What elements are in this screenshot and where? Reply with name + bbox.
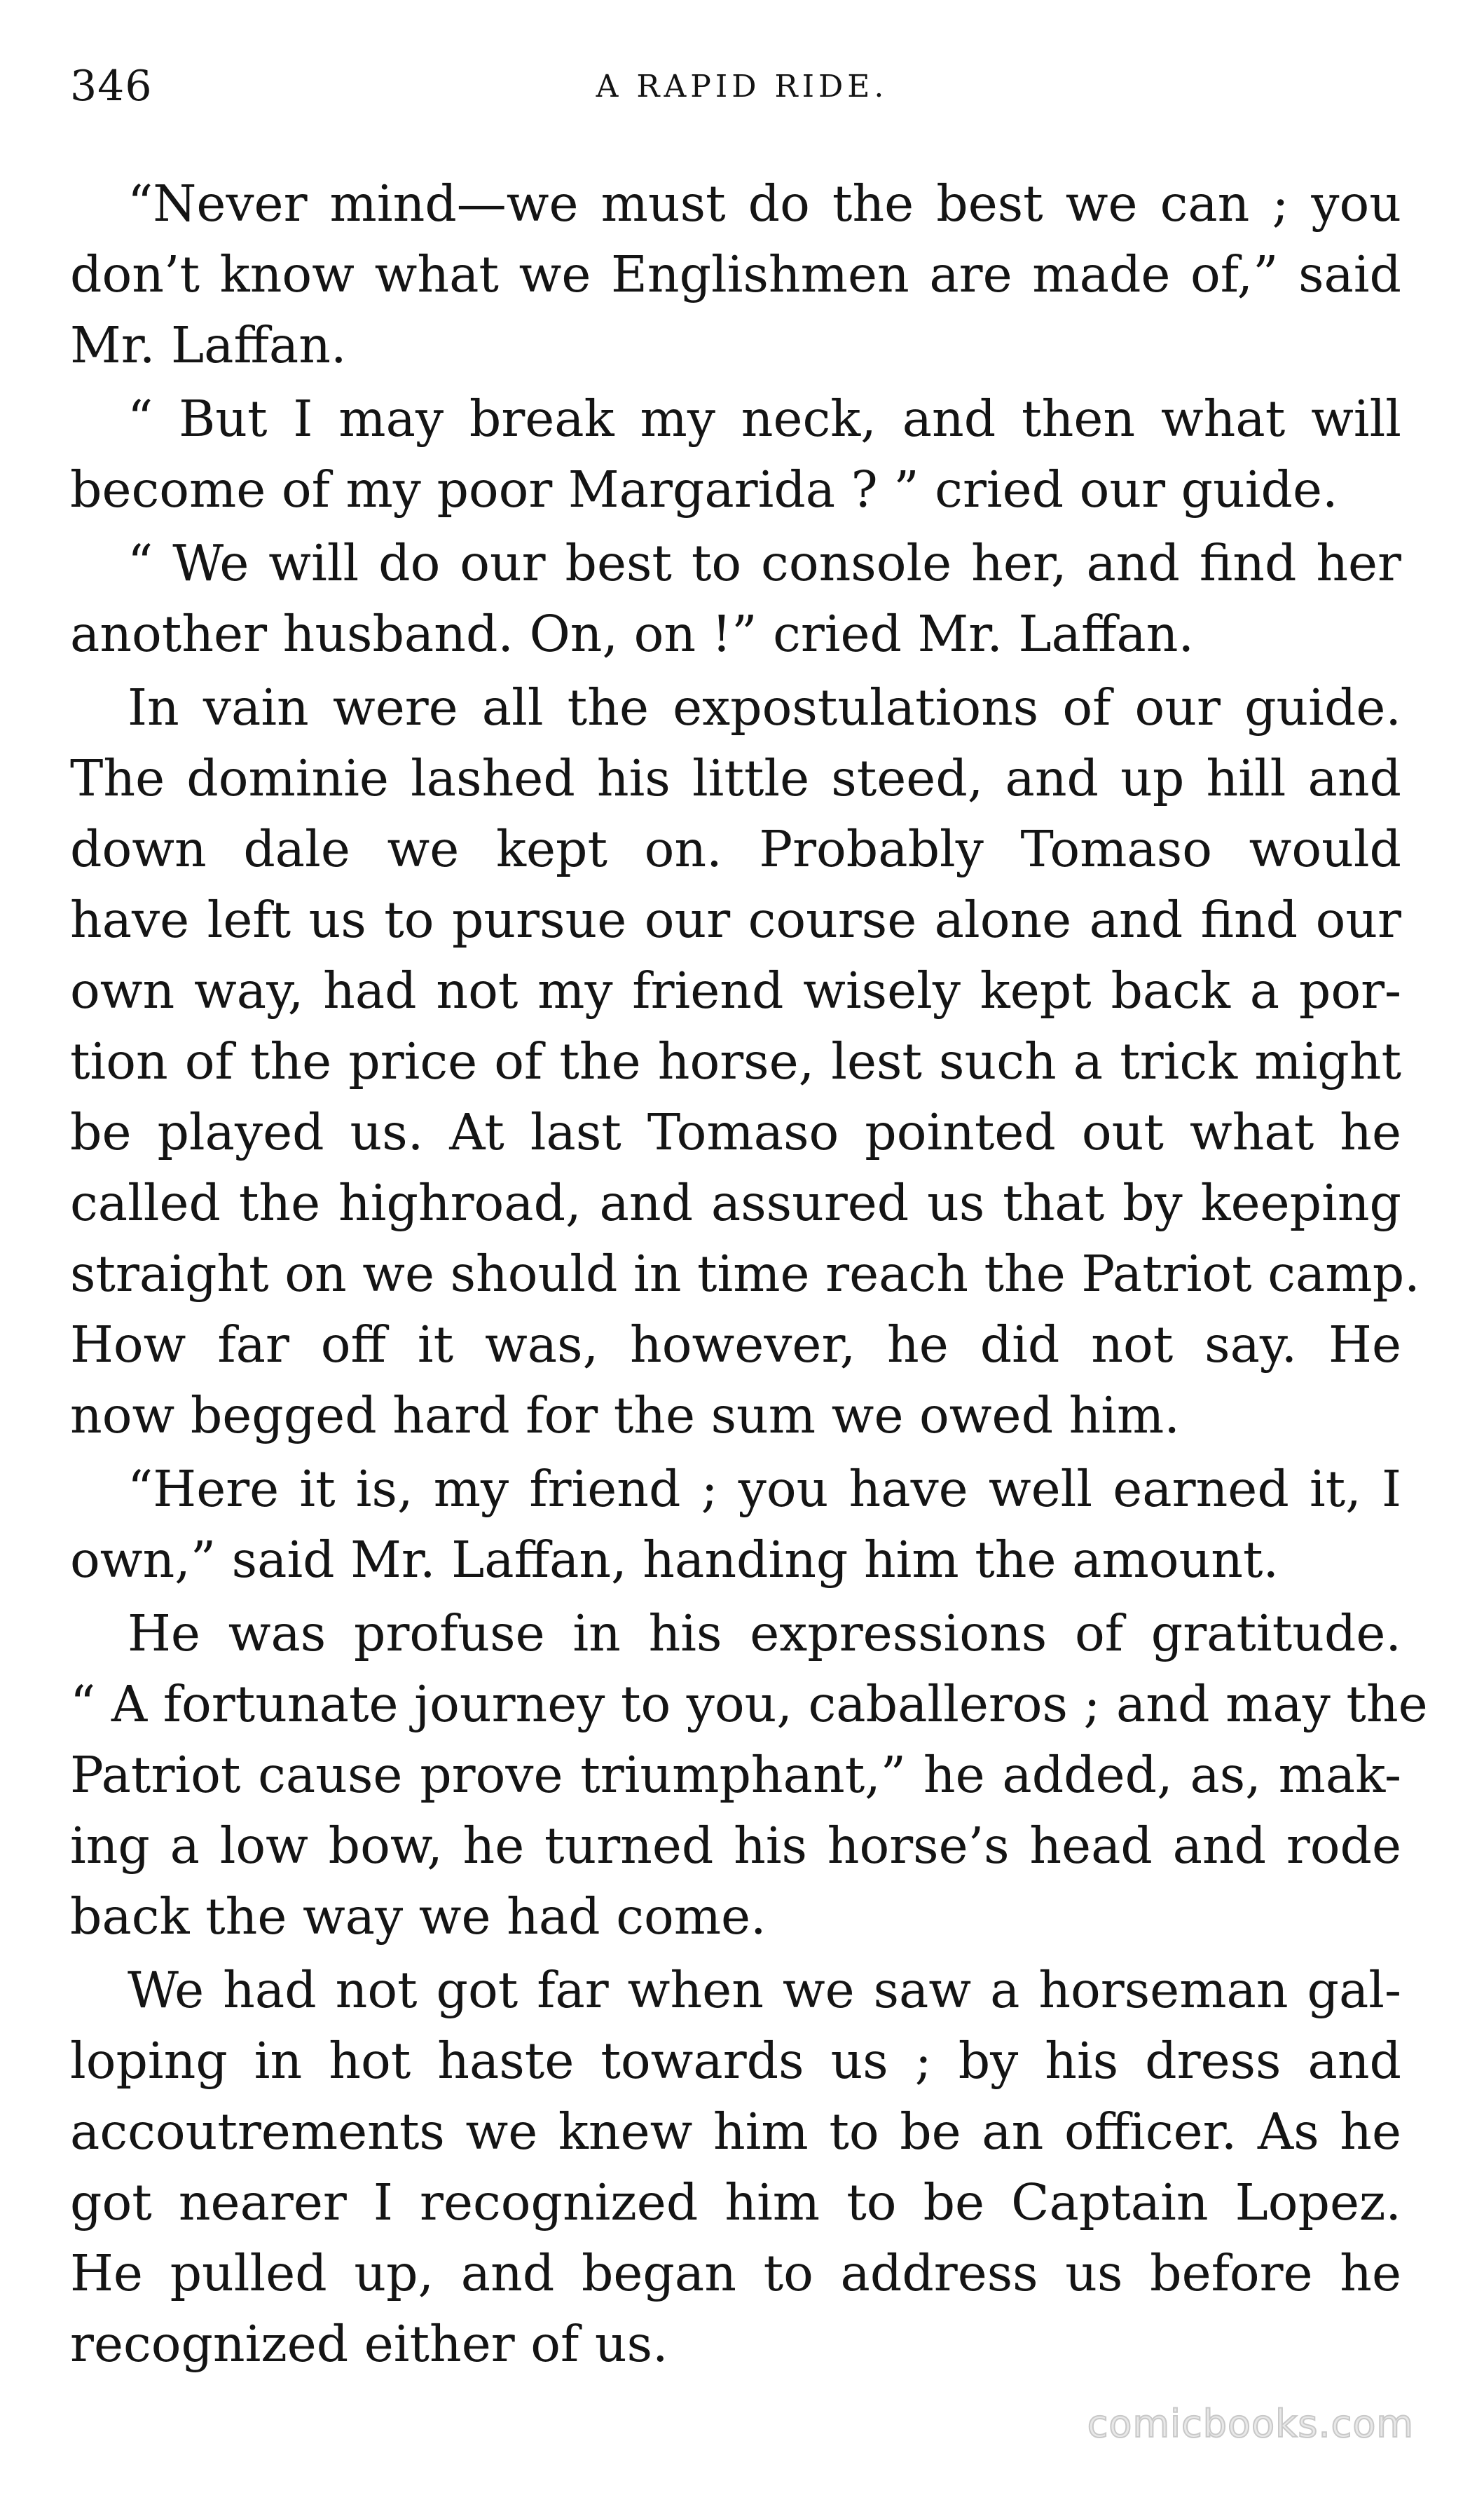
text-line: down dale we kept on. Probably Tomaso would	[70, 820, 1401, 878]
text-line: accoutrements we knew him to be an officer. As he	[70, 2103, 1401, 2161]
watermark: comicbooks.com	[1087, 2402, 1414, 2446]
text-line: The dominie lashed his little steed, and up hill and	[70, 749, 1401, 807]
paragraph	[70, 672, 1420, 1451]
text-line: back the way we had come.	[70, 1887, 767, 1946]
text-line: How far off it was, however, he did not say. He	[70, 1315, 1401, 1374]
text-line: He was profuse in his expressions of gratitude.	[128, 1604, 1401, 1662]
text-line: now begged hard for the sum we owed him.	[70, 1386, 1180, 1444]
text-line: become of my poor Margarida ? ” cried our guide.	[70, 460, 1338, 519]
text-line: recognized either of us.	[70, 2315, 668, 2373]
text-line: “Here it is, my friend ; you have well earned it, I	[128, 1460, 1401, 1518]
text-line: another husband. On, on !” cried Mr. Laffan.	[70, 605, 1195, 663]
text-line: got nearer I recognized him to be Captain Lopez.	[70, 2173, 1401, 2231]
page-header	[70, 62, 1414, 118]
text-line: Mr. Laffan.	[70, 316, 347, 374]
text-line: called the highroad, and assured us that by keeping	[70, 1174, 1401, 1232]
body-text	[70, 168, 1428, 2382]
text-line: own way, had not my friend wisely kept back a por-	[70, 962, 1401, 1020]
paragraph	[70, 528, 1401, 669]
text-line: straight on we should in time reach the Patriot camp.	[70, 1245, 1420, 1303]
paragraph	[70, 1598, 1428, 1952]
page-number: 346	[70, 62, 153, 111]
paragraph	[70, 383, 1401, 525]
text-line: Patriot cause prove triumphant,” he added, as, mak-	[70, 1746, 1401, 1804]
text-line: “Never mind—we must do the best we can ; you	[128, 175, 1401, 233]
paragraph	[70, 1454, 1401, 1595]
text-line: We had not got far when we saw a horseman gal-	[128, 1961, 1401, 2019]
text-line: be played us. At last Tomaso pointed out what he	[70, 1103, 1401, 1161]
text-line: own,” said Mr. Laffan, handing him the amount.	[70, 1531, 1279, 1589]
paragraph	[70, 1955, 1401, 2379]
running-title: A RAPID RIDE.	[596, 69, 888, 104]
text-line: ing a low bow, he turned his horse’s head and rode	[70, 1817, 1401, 1875]
text-line: have left us to pursue our course alone and find our	[70, 891, 1401, 949]
text-line: don’t know what we Englishmen are made of,” said	[70, 245, 1401, 303]
paragraph	[70, 168, 1401, 381]
text-line: “ A fortunate journey to you, caballeros ; and may the	[70, 1675, 1428, 1733]
text-line: tion of the price of the horse, lest such a trick might	[70, 1032, 1401, 1091]
text-line: “ We will do our best to console her, and find her	[128, 534, 1401, 592]
text-line: In vain were all the expostulations of our guide.	[128, 678, 1401, 737]
text-line: loping in hot haste towards us ; by his dress and	[70, 2032, 1401, 2090]
text-line: He pulled up, and began to address us before he	[70, 2244, 1401, 2302]
text-line: “ But I may break my neck, and then what will	[128, 390, 1401, 448]
